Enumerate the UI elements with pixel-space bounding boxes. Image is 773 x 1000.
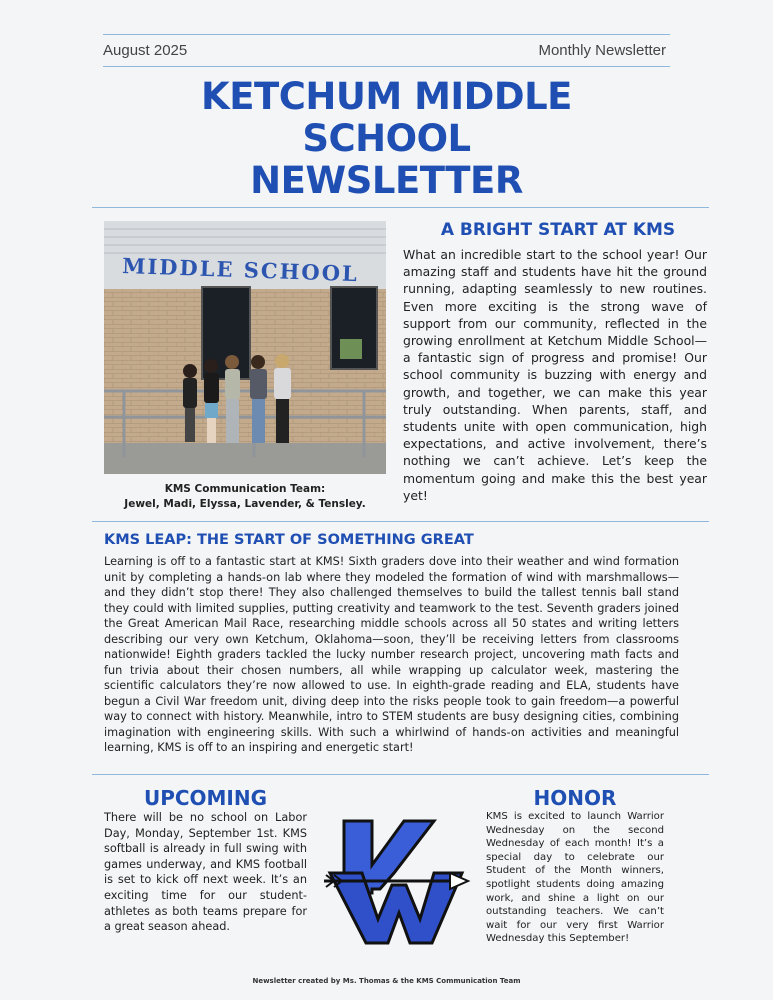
photo-caption <box>104 482 386 512</box>
page-title <box>0 76 773 202</box>
team-photo <box>104 221 386 474</box>
header-bottom-rule <box>103 66 670 67</box>
upcoming-body: There will be no school on Labor Day, Monday, September 1st. KMS softball is already in full swing with games underway, and KMS football is set to kick off next week. It’s an exciting time for our student-athletes as both teams prepare for a great season ahead. <box>104 811 307 934</box>
leap-heading: KMS LEAP: THE START OF SOMETHING GREAT <box>104 532 474 548</box>
title-line-1: KETCHUM MIDDLE <box>201 75 572 118</box>
footer-credit: Newsletter created by Ms. Thomas & the KMS Communication Team <box>252 977 521 985</box>
honor-heading: HONOR <box>533 786 617 810</box>
kw-logo <box>322 815 472 947</box>
leap-bottom-rule <box>92 774 709 775</box>
title-line-2: SCHOOL <box>302 117 471 160</box>
school-sign-text: MIDDLE SCHOOL <box>121 253 360 287</box>
title-line-3: NEWSLETTER <box>250 159 523 202</box>
title-rule <box>92 207 709 208</box>
photo-caption-line-1: KMS Communication Team: <box>164 483 326 495</box>
header-top-rule <box>103 34 670 35</box>
upcoming-heading: UPCOMING <box>143 786 268 810</box>
honor-body: KMS is excited to launch Warrior Wednesday on the second Wednesday of each month! It’s a special day to celebrate our Student of the Month winners, spotlight students doing amazing work, and shine a light on our outstanding teachers. We can’t wait for our very first Warrior Wednesday this September! <box>486 811 664 945</box>
leap-top-rule <box>92 521 709 522</box>
leap-body: Learning is off to a fantastic start at KMS! Sixth graders dove into their weather and wind formation unit by completing a hands-on lab where they modeled the formation of wind with marshmallows—and they didn’t stop there! They also challenged themselves to build the tallest tennis ball stand they could with limited supplies, putting creativity and teamwork to the test. Seventh graders joined the Great American Mail Race, researching middle schools across all 50 states and writing letters describing our very own Ketchum, Oklahoma—soon, they’ll be receiving letters from classrooms nationwide! Eighth graders tackled the lucky number research project, uncovering math facts and fun trivia about their chosen numbers, all while wrapping up calculator week, mastering the scientific calculators they’re now allowed to use. In eighth-grade reading and ELA, students have begun a Civil War freedom unit, diving deep into the risks people took to gain freedom—a powerful way to connect with history. Meanwhile, intro to STEM students are busy designing cities, combining imagination with engineering skills. With such a whirlwind of hands-on activities and meaningful learning, KMS is off to an inspiring and energetic start! <box>104 555 679 754</box>
newsletter-date: August 2025 <box>103 42 188 59</box>
bright-start-heading: A BRIGHT START AT KMS <box>440 220 676 240</box>
photo-caption-line-2: Jewel, Madi, Elyssa, Lavender, & Tensley. <box>124 498 366 510</box>
bright-start-body: What an incredible start to the school year! Our amazing staff and students have hit the ground running, adapting seamlessly to new routines. Even more exciting is the strong wave of support from our community, reflected in the growing enrollment at Ketchum Middle School—a fantastic sign of progress and promise! Our school community is buzzing with energy and growth, and together, we can make this year truly outstanding. When parents, staff, and students unite with open communication, high expectations, and active involvement, there’s nothing we can’t achieve. Let’s keep the momentum going and make this the best year yet! <box>403 247 707 503</box>
newsletter-type-label: Monthly Newsletter <box>538 42 666 59</box>
